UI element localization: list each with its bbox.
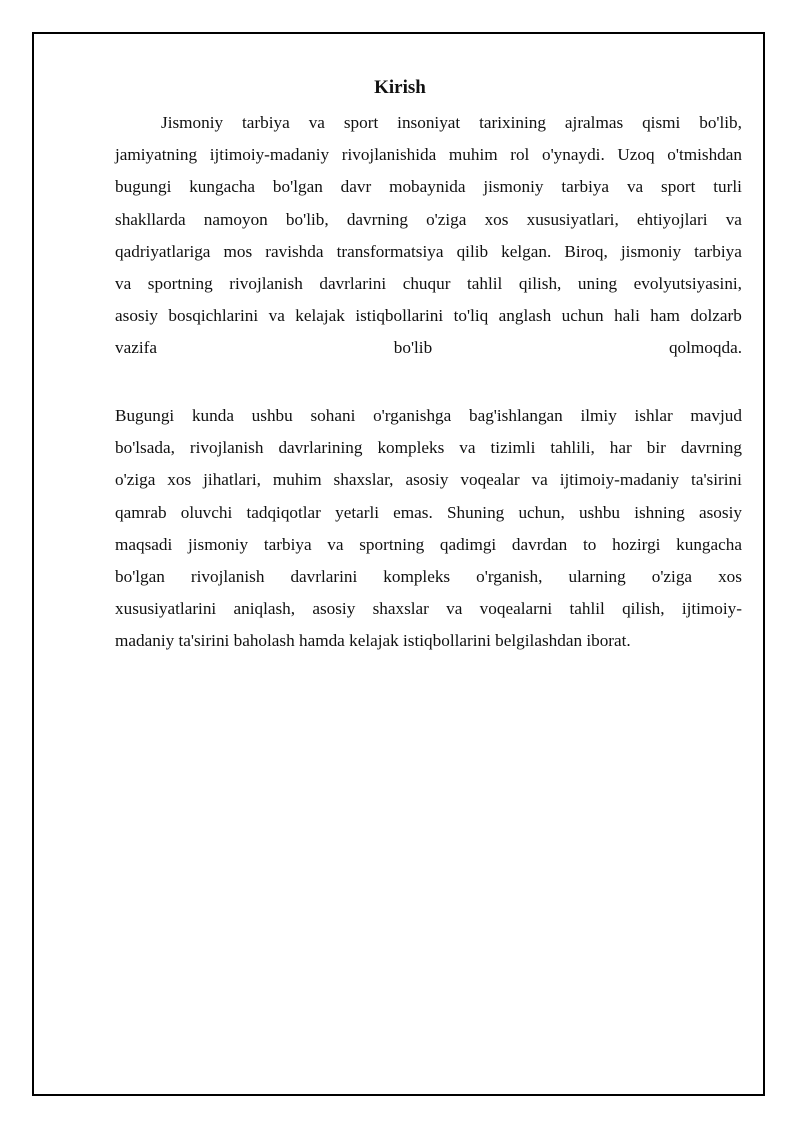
word: kelgan.: [501, 241, 552, 261]
word: muhim: [448, 145, 498, 165]
word: sport: [661, 177, 696, 197]
word: Shuning: [446, 502, 505, 522]
word: bo'lgan: [272, 177, 323, 197]
word: aniqlash,: [233, 599, 296, 619]
word: rivojlanish: [189, 438, 264, 458]
word: voqealarni: [479, 599, 553, 619]
word: insoniyat: [397, 113, 461, 132]
word: davrlarini: [290, 567, 358, 587]
word: va: [531, 470, 548, 490]
word: uchun: [561, 306, 604, 326]
text-line: [115, 139, 742, 171]
word: hozirgi: [612, 534, 661, 554]
word: tarbiya: [561, 177, 610, 197]
word: bo'lib,: [699, 113, 742, 132]
word: kompleks: [377, 438, 445, 458]
word: evolyutsiyasini,: [633, 274, 742, 294]
word: to'liq: [453, 306, 489, 326]
word: xos: [484, 209, 509, 229]
word: dolzarb: [690, 306, 742, 326]
word: voqealar: [460, 470, 520, 490]
word: rivojlanish: [229, 274, 303, 294]
word: kelajak: [295, 306, 345, 326]
word: davrdan: [511, 534, 568, 554]
word: jamiyatning: [115, 145, 198, 165]
word: tadqiqotlar: [246, 502, 321, 522]
word: qadimgi: [439, 534, 497, 554]
paragraph-purpose: [115, 400, 742, 658]
paragraph-intro: [115, 107, 742, 365]
word: davrning: [680, 438, 742, 458]
word: xususiyatlarini: [115, 599, 217, 619]
word: qamrab: [115, 502, 167, 522]
word: qismi: [642, 113, 681, 132]
word: jismoniy: [483, 177, 544, 197]
word: o'ziga: [426, 209, 467, 229]
word: va: [459, 438, 476, 458]
text-line: [115, 171, 742, 203]
word: ilmiy: [580, 406, 617, 425]
word: bag'ishlangan: [468, 406, 563, 425]
word: va: [446, 599, 463, 619]
word: bo'lsada,: [115, 438, 175, 458]
word: emas.: [393, 502, 433, 522]
word: uchun,: [518, 502, 565, 522]
word: asosiy: [115, 306, 158, 326]
word: Jismoniy: [161, 113, 224, 132]
text-line: [115, 400, 742, 432]
word: asosiy: [698, 502, 742, 522]
word: ajralmas: [564, 113, 624, 132]
word: ijtimoiy-madaniy: [209, 145, 330, 165]
word: tarbiya: [694, 241, 742, 261]
word: sport: [343, 113, 379, 132]
text-line: [115, 464, 742, 496]
word: davrning: [346, 209, 408, 229]
word: sportning: [359, 534, 425, 554]
word: rol: [510, 145, 530, 165]
word: yetarli: [335, 502, 379, 522]
word: ishlar: [634, 406, 673, 425]
word: to: [582, 534, 597, 554]
word: xususiyatlari,: [526, 209, 619, 229]
text-line: [115, 561, 742, 593]
word: Biroq,: [564, 241, 608, 261]
word: va: [268, 306, 285, 326]
word: ijtimoiy-madaniy: [559, 470, 680, 490]
word: hali: [614, 306, 640, 326]
word: mavjud: [690, 406, 742, 425]
word: shaxslar,: [333, 470, 394, 490]
word: ishning: [634, 502, 685, 522]
word: maqsadi: [115, 534, 173, 554]
word: bo'lib: [393, 338, 433, 358]
word: tahlil: [466, 274, 503, 294]
text-line: [115, 432, 742, 464]
word: tahlili,: [550, 438, 595, 458]
word: tizimli: [490, 438, 536, 458]
word: rivojlanishida: [341, 145, 437, 165]
word: o'tmishdan: [667, 145, 742, 165]
word: anglash: [498, 306, 552, 326]
word: davr: [340, 177, 372, 197]
text-line: [115, 107, 742, 139]
word: jihatlari,: [203, 470, 261, 490]
word: uning: [577, 274, 618, 294]
word: oluvchi: [180, 502, 233, 522]
word: tarbiya: [263, 534, 312, 554]
word: bo'lgan: [115, 567, 165, 587]
word: ehtiyojlari: [636, 209, 708, 229]
word: qilib: [456, 241, 489, 261]
word: shakllarda: [115, 209, 186, 229]
word: ushbu: [578, 502, 621, 522]
word: jismoniy: [187, 534, 249, 554]
word: bir: [646, 438, 666, 458]
word: namoyon: [203, 209, 268, 229]
word: ta'sirini: [691, 470, 742, 490]
word: qilish,: [518, 274, 562, 294]
text-line: [115, 332, 742, 364]
word: jismoniy: [620, 241, 682, 261]
word: o'ziga: [115, 470, 156, 490]
word: bugungi: [115, 177, 172, 197]
word: kompleks: [383, 567, 451, 587]
word: kunda: [191, 406, 234, 425]
word: xos: [167, 470, 192, 490]
word: vazifa: [115, 338, 157, 358]
word: davrlarini: [319, 274, 387, 294]
word: istiqbollarini: [355, 306, 444, 326]
text-line: [115, 236, 742, 268]
word: qolmoqda.: [668, 338, 742, 358]
word: muhim: [272, 470, 322, 490]
text-line: [115, 268, 742, 300]
word: bo'lib,: [285, 209, 329, 229]
word: tahlil: [569, 599, 605, 619]
text-line: [115, 497, 742, 529]
word: Bugungi: [115, 406, 175, 425]
word: tarbiya: [242, 113, 290, 132]
word: va: [725, 209, 742, 229]
word: mobaynida: [389, 177, 466, 197]
word: ravishda: [265, 241, 324, 261]
text-line: [115, 204, 742, 236]
word: xos: [718, 567, 742, 587]
word: o'ynaydi.: [541, 145, 605, 165]
word: chuqur: [402, 274, 451, 294]
word: ijtimoiy-: [681, 599, 742, 619]
word: ularning: [568, 567, 626, 587]
word: mos: [223, 241, 253, 261]
word: va: [327, 534, 344, 554]
word: va: [308, 113, 325, 132]
document-title: Kirish: [374, 77, 426, 98]
word: tarixining: [479, 113, 546, 132]
word: qadriyatlariga: [115, 241, 211, 261]
text-line: madaniy ta'sirini baholash hamda kelajak istiqbollarini belgilashdan iborat.: [115, 631, 631, 651]
word: asosiy: [405, 470, 449, 490]
word: transformatsiya: [336, 241, 444, 261]
text-line: [115, 300, 742, 332]
word: ham: [650, 306, 680, 326]
word: kungacha: [676, 534, 742, 554]
word: sohani: [310, 406, 356, 425]
word: rivojlanish: [190, 567, 265, 587]
word: o'ziga: [651, 567, 693, 587]
word: kungacha: [189, 177, 256, 197]
word: har: [609, 438, 632, 458]
word: bosqichlarini: [168, 306, 259, 326]
word: qilish,: [622, 599, 665, 619]
word: davrlarining: [278, 438, 363, 458]
word: sportning: [147, 274, 213, 294]
word: o'rganish,: [476, 567, 543, 587]
word: ushbu: [251, 406, 293, 425]
word: Uzoq: [617, 145, 655, 165]
text-line: [115, 593, 742, 625]
text-line: [115, 529, 742, 561]
word: asosiy: [312, 599, 356, 619]
word: o'rganishga: [373, 406, 452, 425]
word: va: [115, 274, 132, 294]
word: shaxslar: [372, 599, 429, 619]
word: turli: [713, 177, 742, 197]
word: va: [626, 177, 644, 197]
